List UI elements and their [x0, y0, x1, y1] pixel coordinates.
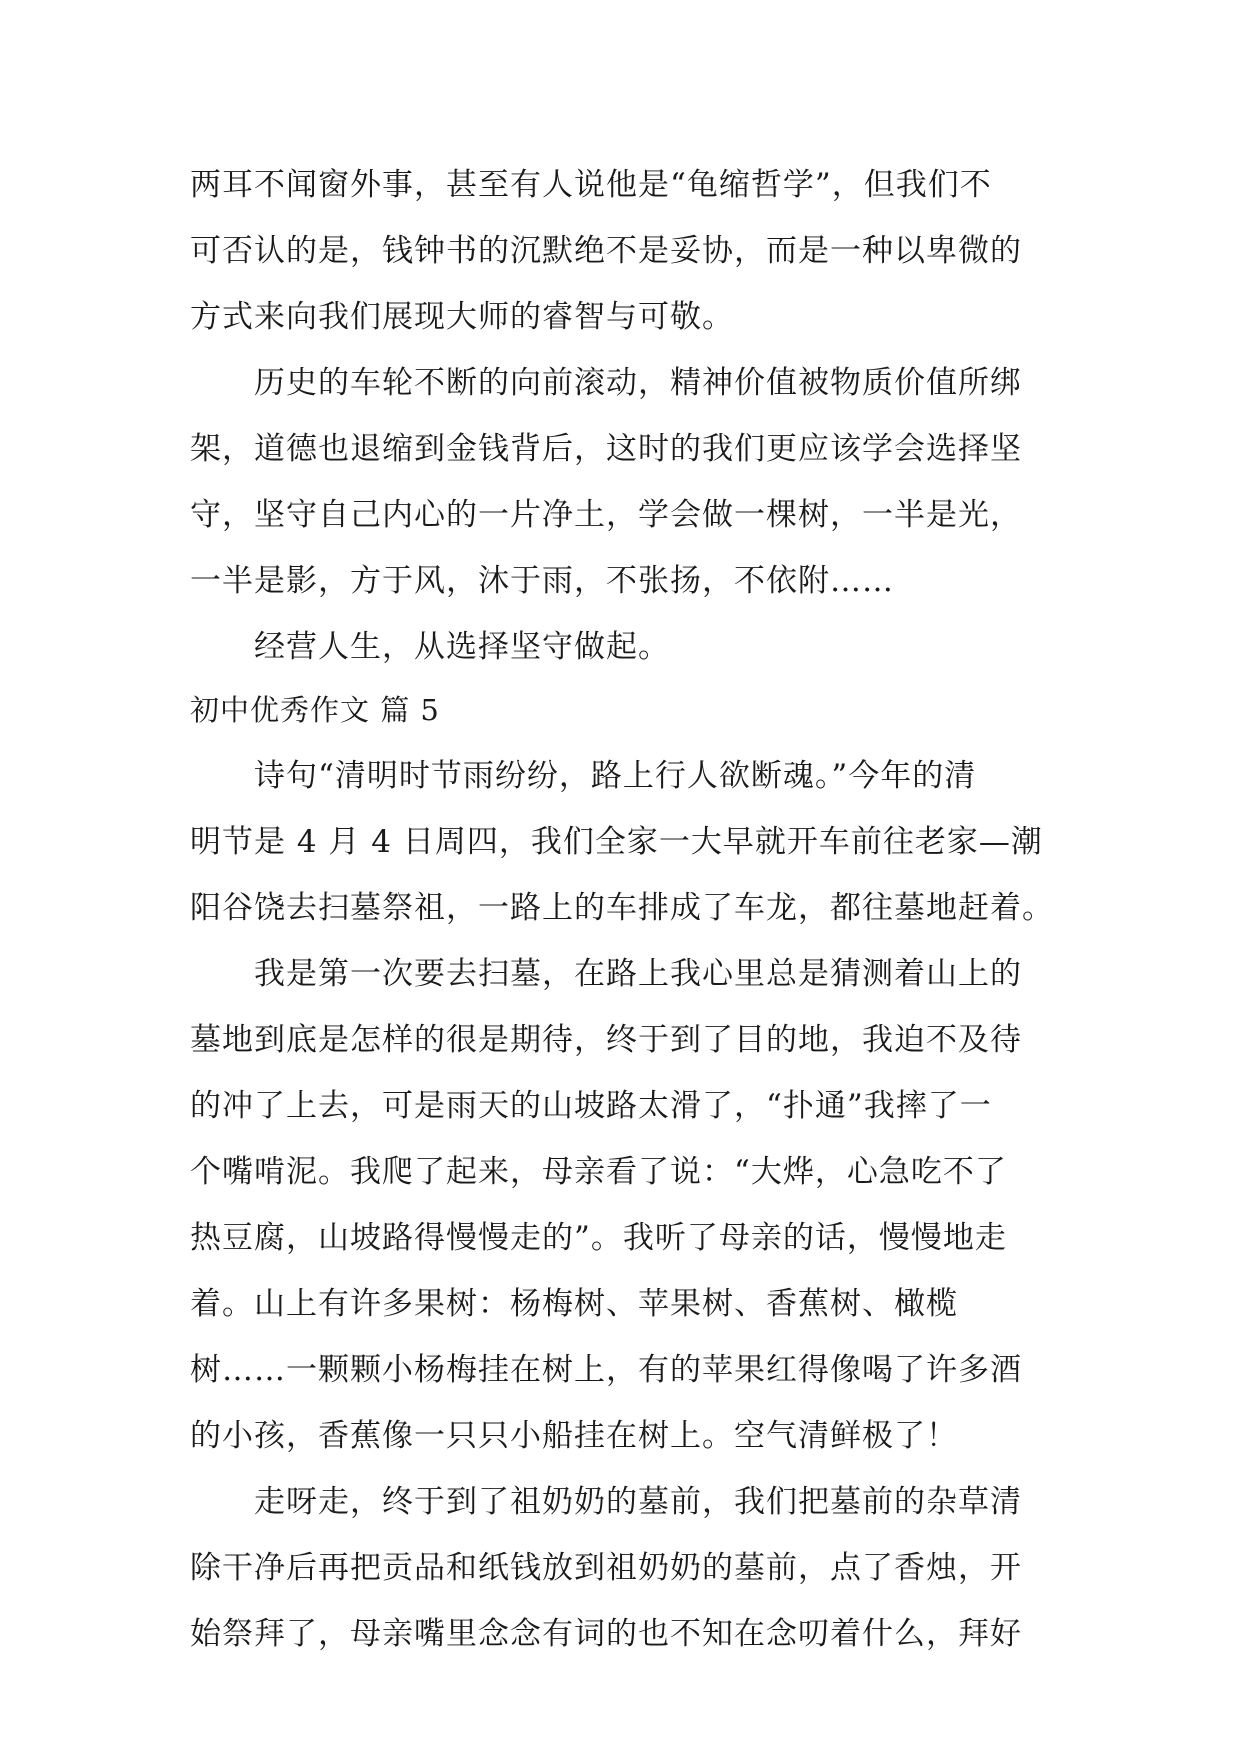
text-line: 守，坚守自己内心的一片净土，学会做一棵树，一半是光， [190, 497, 1022, 533]
essay-5 [190, 677, 1054, 1667]
text-line: 个嘴啃泥。我爬了起来，母亲看了说：“大烨，心急吃不了 [190, 1154, 1007, 1190]
paragraph-start-line: 经营人生，从选择坚守做起。 [254, 629, 670, 665]
text-line: 的冲了上去，可是雨天的山坡路太滑了，“扑通”我摔了一 [190, 1088, 992, 1124]
paragraph-start-line: 历史的车轮不断的向前滚动，精神价值被物质价值所绑 [254, 365, 1022, 401]
text-line: 除干净后再把贡品和纸钱放到祖奶奶的墓前，点了香烛，开 [190, 1550, 1022, 1586]
text-line: 的小孩，香蕉像一只只小船挂在树上。空气清鲜极了！ [190, 1418, 958, 1454]
text-line: 两耳不闻窗外事，甚至有人说他是“龟缩哲学”，但我们不 [190, 167, 992, 203]
paragraph-start-line: 走呀走，终于到了祖奶奶的墓前，我们把墓前的杂草清 [254, 1484, 1022, 1520]
text-line: 热豆腐，山坡路得慢慢走的”。我听了母亲的话，慢慢地走 [190, 1220, 1007, 1256]
text-line: 树……一颗颗小杨梅挂在树上，有的苹果红得像喝了许多酒 [190, 1352, 1022, 1388]
text-line: 阳谷饶去扫墓祭祖，一路上的车排成了车龙，都往墓地赶着。 [190, 890, 1054, 926]
text-line: 始祭拜了，母亲嘴里念念有词的也不知在念叨着什么，拜好 [190, 1616, 1022, 1652]
essay-4-ending [190, 152, 1050, 680]
paragraph-start-line: 我是第一次要去扫墓，在路上我心里总是猜测着山上的 [254, 956, 1022, 992]
text-line: 可否认的是，钱钟书的沉默绝不是妥协，而是一种以卑微的 [190, 233, 1022, 269]
text-line: 一半是影，方于风，沐于雨，不张扬，不依附…… [190, 563, 894, 599]
text-line: 明节是 4 月 4 日周四，我们全家一大早就开车前往老家—潮 [190, 824, 1043, 860]
text-line: 墓地到底是怎样的很是期待，终于到了目的地，我迫不及待 [190, 1022, 1022, 1058]
text-line: 方式来向我们展现大师的睿智与可敬。 [190, 299, 734, 335]
text-line: 着。山上有许多果树：杨梅树、苹果树、香蕉树、橄榄 [190, 1286, 958, 1322]
text-line: 架，道德也退缩到金钱背后，这时的我们更应该学会选择坚 [190, 431, 1022, 467]
essay-heading: 初中优秀作文 篇 5 [190, 693, 440, 727]
paragraph-start-line: 诗句“清明时节雨纷纷，路上行人欲断魂。”今年的清 [254, 758, 977, 794]
